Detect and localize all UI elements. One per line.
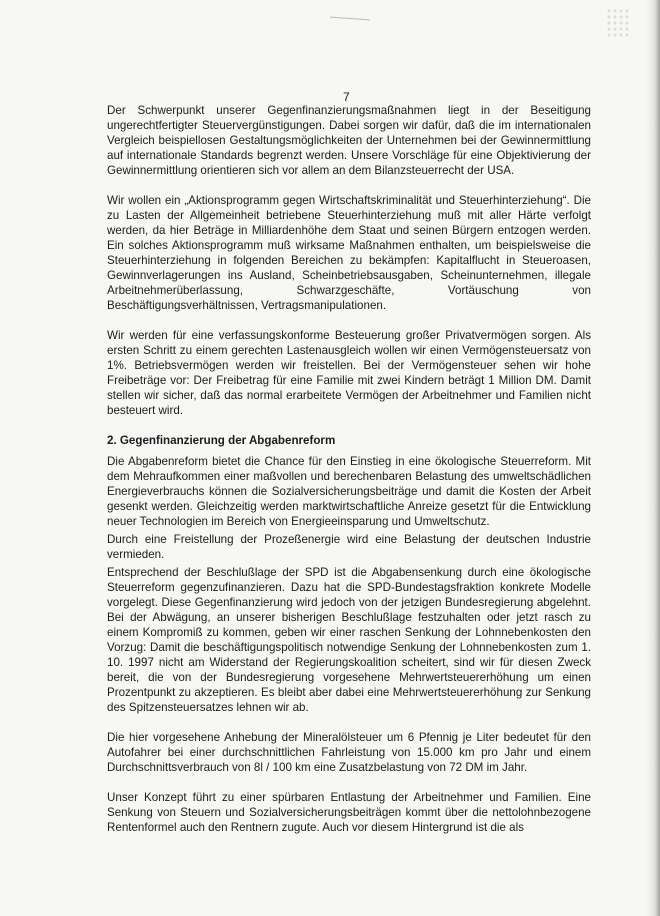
section-heading: 2. Gegenfinanzierung der Abgabenreform	[107, 434, 336, 447]
scan-mark	[330, 17, 370, 21]
scan-noise	[606, 8, 630, 38]
paragraph-abgabenreform: Die Abgabenreform bietet die Chance für den Einstieg in eine ökologische Steuerreform. Mit dem Mehraufkommen einer maßvollen und berechenbaren Belastung des umweltschädlichen Energieverbrauchs können die Sozialversicherungsbeiträge und damit die Kosten der Arbeit gesenkt werden. Gleichzeitig werden marktwirtschaftliche Anreize gesetzt für die Entwicklung neuer Technologien im Bereich von Energieeinsparung und Umweltschutz.	[107, 455, 591, 528]
paragraph-aktionsprogramm: Wir wollen ein „Aktionsprogramm gegen Wirtschaftskriminalität und Steuerhinterziehung“. Die zu Lasten der Allgemeinheit betriebene Steuerhinterziehung muß mit aller Härte verfolgt werden, da hier Beträge in Milliardenhöhe dem Staat und seinen Bürgern entzogen werden. Ein solches Aktionsprogramm muß wirksame Maßnahmen enthalten, um beispielsweise die Steuerhinterziehung in folgenden Bereichen zu bekämpfen: Kapitalflucht in Steueroasen, Gewinnverlagerungen ins Ausland, Scheinbetriebsausgaben, Scheinunternehmen, illegale Arbeitnehmerüberlassung, Schwarzgeschäfte, Vortäuschung von Beschäftigungsverhältnissen, Vertragsmanipulationen.	[107, 194, 591, 312]
paragraph-prozessenergie: Durch eine Freistellung der Prozeßenergie wird eine Belastung der deutschen Industrie vermieden.	[107, 533, 591, 561]
scan-shadow-edge	[646, 0, 660, 916]
paragraph-mineraloelsteuer: Die hier vorgesehene Anhebung der Mineralölsteuer um 6 Pfennig je Liter bedeutet für den Autofahrer bei einer durchschnittlichen Fahrleistung von 15.000 km pro Jahr und einem Durchschnittsverbrauch von 8l / 100 km eine Zusatzbelastung von 72 DM im Jahr.	[107, 731, 591, 774]
paragraph-gegenfinanzierung: Der Schwerpunkt unserer Gegenfinanzierungsmaßnahmen liegt in der Beseitigung ungerechtfertigter Steuervergünstigungen. Dabei sorgen wir dafür, daß die im internationalen Vergleich beispiellosen Gestaltungsmöglichkeiten der Unternehmen bei der Gewinnermittlung auf internationale Standards begrenzt werden. Unsere Vorschläge für eine Objektivierung der Gewinnermittlung orientieren sich vor allem an dem Bilanzsteuerrecht der USA.	[107, 104, 591, 177]
document-body	[107, 103, 591, 850]
paragraph-entlastung: Unser Konzept führt zu einer spürbaren Entlastung der Arbeitnehmer und Familien. Eine Senkung von Steuern und Sozialversicherungsbeiträgen kommt über die nettolohnbezogene Rentenformel auch den Rentnern zugute. Auch vor diesem Hintergrund ist die als	[107, 791, 591, 834]
paragraph-vermoegensteuer: Wir werden für eine verfassungskonforme Besteuerung großer Privatvermögen sorgen. Als ersten Schritt zu einem gerechten Lastenausgleich wollen wir einen Vermögensteuersatz von 1%. Betriebsvermögen werden wir freistellen. Bei der Vermögensteuer sehen wir hohe Freibeträge vor: Der Freibetrag für eine Familie mit zwei Kindern beträgt 1 Million DM. Damit stellen wir sicher, daß das normal erarbeitete Vermögen der Arbeitnehmer und Familien nicht besteuert wird.	[107, 329, 591, 417]
page-number: 7	[343, 90, 350, 104]
paragraph-beschlusslage: Entsprechend der Beschlußlage der SPD ist die Abgabensenkung durch eine ökologische Steuerreform gegenzufinanzieren. Dazu hat die SPD-Bundestagsfraktion konkrete Modelle vorgelegt. Diese Gegenfinanzierung wird jedoch von der jetzigen Bundesregierung abgelehnt. Bei der Abwägung, an unserer bisherigen Beschlußlage festzuhalten oder jetzt rasch zu einem Kompromiß zu kommen, geben wir einer raschen Senkung der Lohnnebenkosten den Vorzug: Damit die beschäftigungspolitisch notwendige Senkung der Lohnnebenkosten zum 1. 10. 1997 nicht am Widerstand der Regierungskoalition scheitert, sind wir für diesen Zweck bereit, die von der Bundesregierung vorgesehene Mehrwertsteuererhöhung um einen Prozentpunkt zu akzeptieren. Es bleibt aber dabei eine Mehrwertsteuererhöhung zur Senkung des Spitzensteuersatzes lehnen wir ab.	[107, 566, 591, 714]
